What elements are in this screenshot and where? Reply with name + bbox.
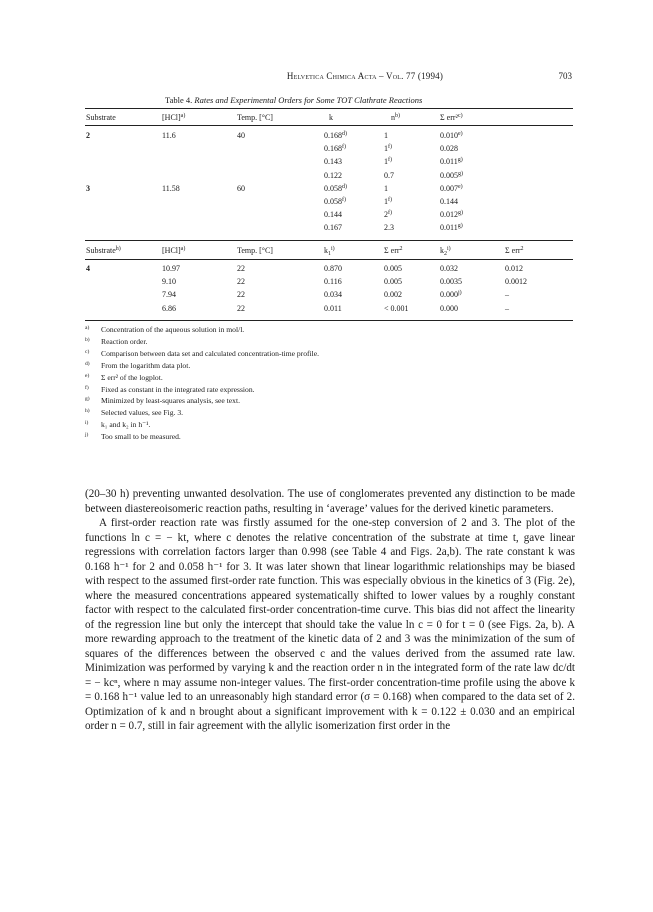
footnote: $^{a)}$ Concentration of the aqueous solution in mol/l. xyxy=(85,325,245,334)
footnote: $^{i)}$ k₁ and k₂ in h⁻¹. xyxy=(85,420,151,430)
table-top-rule xyxy=(85,108,573,109)
table-caption xyxy=(165,95,565,105)
table-header-rule xyxy=(85,125,573,126)
table-header-cell: Substrate xyxy=(86,113,116,122)
table-cell: 0.010$^{e)}$ xyxy=(440,131,463,140)
table-cell: 1 xyxy=(384,183,388,193)
table-cell: 4 xyxy=(86,264,90,273)
table-subheader-rule xyxy=(85,259,573,260)
footnote: $^{j)}$ Too small to be measured. xyxy=(85,432,181,442)
table-cell: 60 xyxy=(237,183,245,193)
table-cell: 2$^{f)}$ xyxy=(384,210,392,220)
table-header-cell: [HCl]$^{a)}$ xyxy=(162,246,186,255)
running-head: Helvetica Chimica Acta – Vol. 77 (1994) xyxy=(286,71,444,81)
table-header-cell: Substrate$^{h)}$ xyxy=(86,246,121,255)
table-header-cell: Temp. [°C] xyxy=(237,246,273,255)
table-cell: 6.86 xyxy=(162,303,176,313)
table-header-cell: Σ err$^2$ xyxy=(384,246,403,255)
table-header-cell: $k_1^{i)}$ xyxy=(324,246,335,257)
table-cell: 0.012 xyxy=(505,264,523,273)
footnote: $^{d)}$ From the logarithm data plot. xyxy=(85,360,191,370)
table-cell: 40 xyxy=(237,131,245,140)
body-paragraph: A first-order reaction rate was firstly assumed for the one-step conversion of 2 and 3. The plot of the functions ln c = − kt, where c denotes the relative concentration of the substrate at time t, gave linear regressions with correlation factors larger than 0.998 (see Table 4 and Figs. 2a,b). The rate constant k was 0.168 h⁻¹ for 2 and 0.058 h⁻¹ for 3. It was later shown that linear logarithmic relationships may be biased with respect to the assumed first-order rate function. This was especially obvious in the kinetics of 3 (Fig. 2e), where the measured concentrations appeared systematically shifted to lower values by a roughly constant factor with respect to the calculated first-order concentration-time curve. This bias did not affect the linearity of the regression line but only the intercept that should take the value ln c = 0 for t = 0 (see Figs. 2a, b). A more rewarding approach to the treatment of the kinetic data of 2 and 3 was the minimization of the sum of squares of the differences between the observed c and the values derived from the assumed rate law. Minimization was performed by varying k and the reaction order n in the integrated form of the rate law dc/dt = − kcⁿ, where n may assume non-integer values. The first-order concentration-time profile using the above k = 0.168 h⁻¹ value led to an unreasonably high standard error (σ = 0.168) when compared to the data set of 2. Optimization of k and n brought about a significant improvement with k = 0.122 ± 0.030 and an empirical order n = 0.7, still in fair agreement with the allylic isomerization first order in the xyxy=(85,517,575,732)
table-header-cell: Σ err²$^{c)}$ xyxy=(440,113,463,122)
table-header-cell: Σ err$^2$ xyxy=(505,246,524,255)
table-cell: 9.10 xyxy=(162,277,176,287)
table-bottom-rule xyxy=(85,320,573,321)
table-cell: 0.028 xyxy=(440,144,458,154)
table-cell: 0.000$^{j)}$ xyxy=(440,290,462,300)
page-number: 703 xyxy=(558,71,572,81)
table-header-cell: Temp. [°C] xyxy=(237,113,273,122)
table-cell: 0.168$^{d)}$ xyxy=(324,131,347,140)
footnote: $^{g)}$ Minimized by least-squares analysis, see text. xyxy=(85,396,240,406)
table-cell: 0.007$^{e)}$ xyxy=(440,183,463,193)
table-cell: – xyxy=(505,290,509,300)
table-header-cell: $n^{b)}$ xyxy=(391,113,400,122)
table-cell: 0.011$^{g)}$ xyxy=(440,157,463,167)
table-cell: 2.3 xyxy=(384,223,394,233)
table-cell: 0.167 xyxy=(324,223,342,233)
table-cell: < 0.001 xyxy=(384,303,409,313)
table-cell: 0.122 xyxy=(324,170,342,180)
table-cell: 0.7 xyxy=(384,170,394,180)
table-cell: 10.97 xyxy=(162,264,180,273)
table-header-cell: k xyxy=(329,113,333,122)
table-cell: 3 xyxy=(86,183,90,193)
table-cell: 0.144 xyxy=(440,197,458,206)
body-text xyxy=(85,487,575,734)
table-cell: 11.58 xyxy=(162,183,180,193)
table-cell: 0.116 xyxy=(324,277,342,287)
footnote: $^{c)}$ Comparison between data set and calculated concentration-time profile. xyxy=(85,348,320,358)
body-paragraph: (20–30 h) preventing unwanted desolvation. The use of conglomerates prevented any distinction to be made between diastereoisomeric reaction paths, resulting in ‘average’ values for the derived kinetic parameters. xyxy=(85,488,575,515)
table-cell: 0.032 xyxy=(440,264,458,273)
table-cell: 1$^{f)}$ xyxy=(384,144,392,154)
table-cell: 0.0012 xyxy=(505,277,527,287)
table-cell: 11.6 xyxy=(162,131,176,140)
table-cell: 0.011 xyxy=(324,303,342,313)
table-cell: 1 xyxy=(384,131,388,140)
table-mid-rule xyxy=(85,240,573,241)
table-cell: 0.005 xyxy=(384,277,402,287)
table-cell: – xyxy=(505,303,509,313)
table-cell: 0.012$^{g)}$ xyxy=(440,210,463,220)
table-cell: 22 xyxy=(237,290,245,300)
table-header-cell: $k_2^{i)}$ xyxy=(440,246,451,257)
table-cell: 22 xyxy=(237,303,245,313)
table-cell: 0.000 xyxy=(440,303,458,313)
footnote: $^{b)}$ Reaction order. xyxy=(85,336,148,346)
table-header-cell: [HCl]$^{a)}$ xyxy=(162,113,186,122)
table-cell: 0.144 xyxy=(324,210,342,220)
table-cell: 1$^{f)}$ xyxy=(384,197,392,206)
table-cell: 0.058$^{d)}$ xyxy=(324,183,347,193)
table-cell: 0.143 xyxy=(324,157,342,167)
table-title: Rates and Experimental Orders for Some TOT Clathrate Reactions xyxy=(194,95,423,105)
table-cell: 0.002 xyxy=(384,290,402,300)
table-cell: 0.005$^{g)}$ xyxy=(440,170,463,180)
table-cell: 0.058$^{f)}$ xyxy=(324,197,346,206)
table-cell: 0.168$^{f)}$ xyxy=(324,144,346,154)
table-label: Table 4. xyxy=(165,95,193,105)
table-cell: 0.0035 xyxy=(440,277,462,287)
table-cell: 22 xyxy=(237,277,245,287)
footnote: $^{f)}$ Fixed as constant in the integrated rate expression. xyxy=(85,384,255,394)
table-cell: 1$^{f)}$ xyxy=(384,157,392,167)
table-cell: 22 xyxy=(237,264,245,273)
table-cell: 7.94 xyxy=(162,290,176,300)
table-cell: 0.870 xyxy=(324,264,342,273)
footnote: $^{e)}$ Σ err² of the logplot. xyxy=(85,372,163,382)
table-cell: 0.034 xyxy=(324,290,342,300)
table-cell: 2 xyxy=(86,131,90,140)
table-cell: 0.005 xyxy=(384,264,402,273)
table-cell: 0.011$^{g)}$ xyxy=(440,223,463,233)
footnote: $^{h)}$ Selected values, see Fig. 3. xyxy=(85,408,184,418)
